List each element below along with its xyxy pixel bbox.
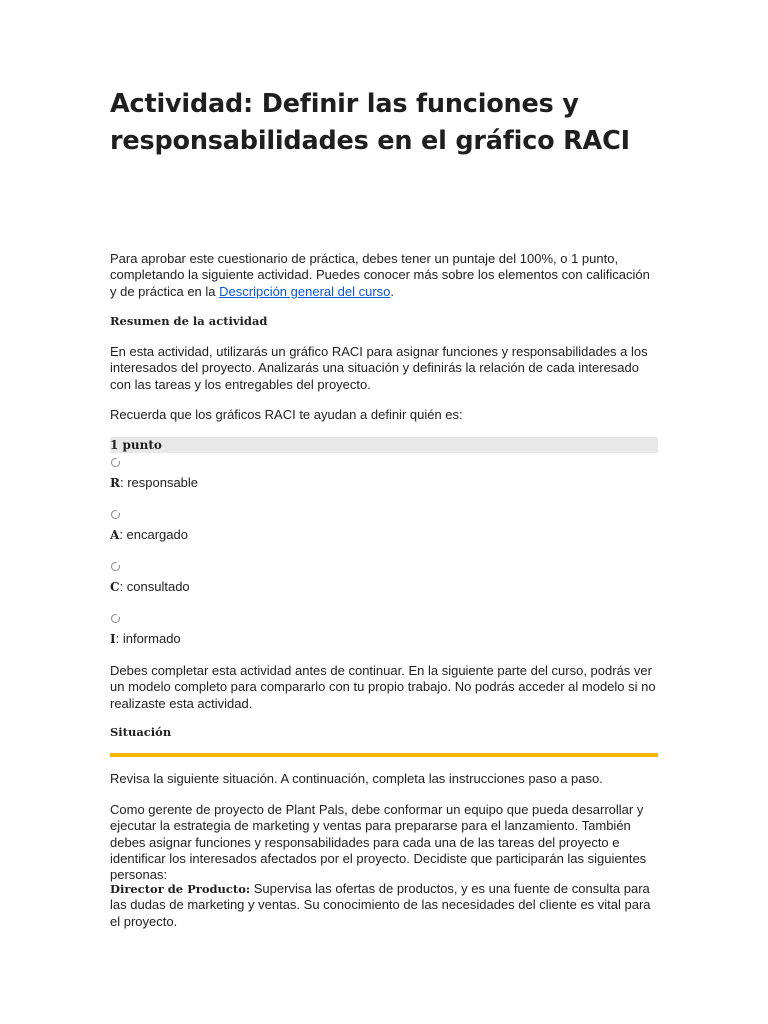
option-i-label [110,631,181,647]
section-divider [110,753,658,757]
option-a-label [110,527,188,543]
resumen-heading: Resumen de la actividad [110,314,268,328]
director-label: Director de Producto: [110,882,251,896]
intro-period: . [390,283,395,299]
como-paragraph: Como gerente de proyecto de Plant Pals, debe conformar un equipo que pueda desarrollar y ejecutar la estrategia de marketing y ventas para prepararse para el lanzamiento. También debes asignar funciones y responsabilidades para cada una de las tareas del proyecto e identificar los interesados afectados por el proyecto. Decidiste que participarán las siguientes personas: [110,802,647,883]
question-points-bar [110,437,658,453]
debes-paragraph: Debes completar esta actividad antes de continuar. En la siguiente parte del curso, podrás ver un modelo completo para compararlo con tu propio trabajo. No podrás acceder al modelo si no realizaste esta actividad. [110,663,656,711]
situacion-heading: Situación [110,725,172,739]
revisa-paragraph: Revisa la siguiente situación. A continuación, completa las instrucciones paso a paso. [110,771,603,786]
option-a-letter: A [110,528,120,542]
director-text: Supervisa las ofertas de productos, y es una fuente de consulta para las dudas de marketing y ventas. Su conocimiento de las necesidades del cliente es vital para el proyecto. [110,881,651,929]
option-r-letter: R [110,476,120,490]
director-paragraph [110,881,658,930]
intro-text: Para aprobar este cuestionario de práctica, debes tener un puntaje del 100%, o 1 punto, completando la siguiente actividad. Puedes conocer más sobre los elementos con calificación y de práctica en la [110,251,650,299]
resumen-paragraph: En esta actividad, utilizarás un gráfico RACI para asignar funciones y responsabilidades a los interesados del proyecto. Analizarás una situación y definirás la relación de cada interesado con las tareas y los entregables del proyecto. [110,344,648,392]
option-a-text: : encargado [119,527,188,542]
option-c-letter: C [110,580,120,594]
intro-paragraph [110,251,658,300]
page-title: Actividad: Definir las funciones y responsabilidades en el gráfico RACI [110,89,630,156]
radio-option-r[interactable] [111,458,120,467]
recuerda-paragraph: Recuerda que los gráficos RACI te ayudan a definir quién es: [110,407,463,422]
option-i-text: : informado [115,631,181,646]
course-overview-link[interactable]: Descripción general del curso [219,283,391,299]
option-i-letter: I [110,632,116,646]
question-points: 1 punto [110,438,162,452]
radio-option-c[interactable] [111,562,120,571]
radio-option-i[interactable] [111,614,120,623]
option-r-text: : responsable [119,475,199,490]
option-c-label [110,579,190,595]
radio-option-a[interactable] [111,510,120,519]
option-c-text: : consultado [119,579,190,594]
option-r-label [110,475,198,491]
